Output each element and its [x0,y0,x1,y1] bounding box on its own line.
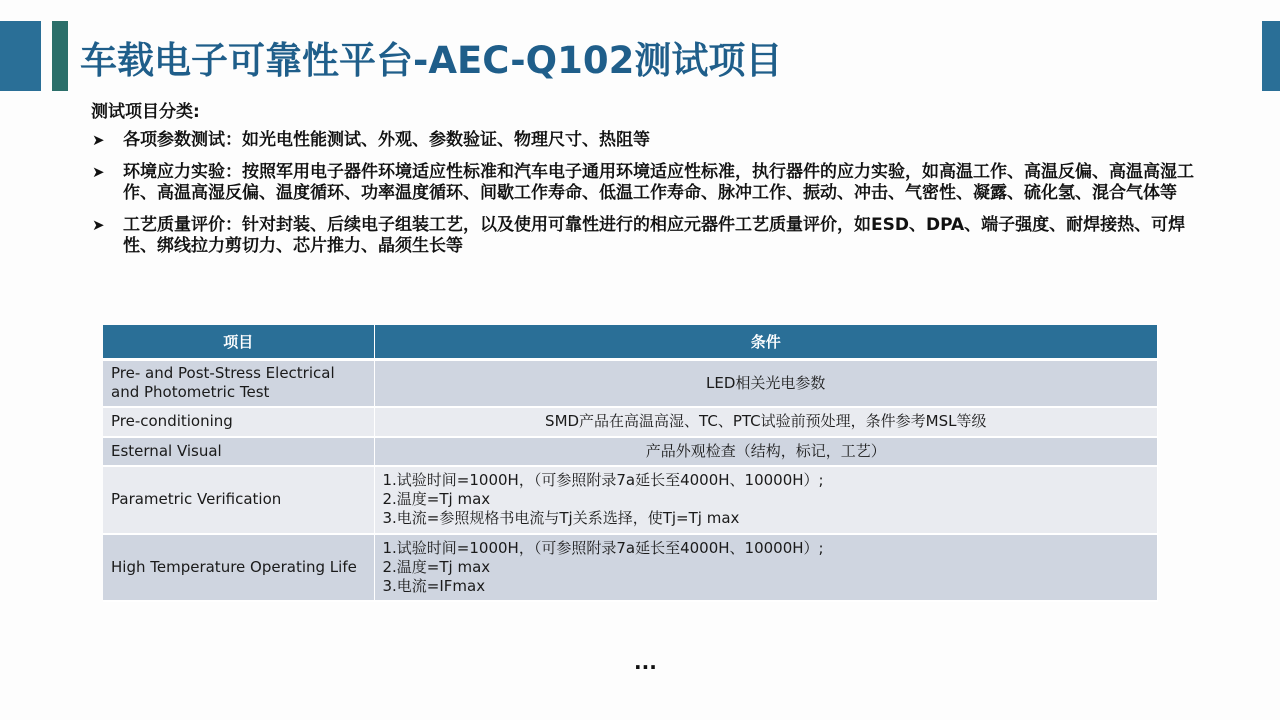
list-item [92,215,1202,257]
category-list [92,130,1202,268]
category-heading: 测试项目分类: [91,102,200,122]
condition-line: SMD产品在高温高湿、TC、PTC试验前预处理，条件参考MSL等级 [545,412,987,430]
list-item-text: 各项参数测试：如光电性能测试、外观、参数验证、物理尺寸、热阻等 [123,130,650,150]
arrow-bullet-icon: ➤ [92,216,105,234]
table-row [103,360,1158,407]
continuation-ellipsis: ... [634,650,657,674]
item-cell: Pre-conditioning [103,407,374,437]
right-accent-bar [1262,21,1280,91]
condition-line: 2.温度=Tj max [382,557,491,576]
table-header-row [103,325,1158,360]
conditions-cell [374,534,1158,601]
list-item-text: 工艺质量评价：针对封装、后续电子组装工艺，以及使用可靠性进行的相应元器件工艺质量评价，如ESD、DPA、端子强度、耐焊接热、可焊性、绑线拉力剪切力、芯片推力、晶须生长等 [123,215,1186,256]
table-row [103,534,1158,601]
condition-line: 1.试验时间=1000H，（可参照附录7a延长至4000H、10000H）; [382,538,824,557]
table-row [103,466,1158,534]
test-items-table [103,325,1158,602]
column-header-item: 项目 [103,325,374,360]
table-row [103,407,1158,437]
condition-line: 2.温度=Tj max [382,490,491,508]
arrow-bullet-icon: ➤ [92,131,105,149]
left-accent-stripe [52,21,68,91]
condition-line: LED相关光电参数 [706,373,826,392]
list-item-text: 环境应力实验：按照军用电子器件环境适应性标准和汽车电子通用环境适应性标准，执行器件的应力实验，如高温工作、高温反偏、高温高湿工作、高温高湿反偏、温度循环、功率温度循环、间歇工作寿命、低温工作寿命、脉冲工作、振动、冲击、气密性、凝露、硫化氢、混合气体等 [123,162,1194,203]
page-title: 车载电子可靠性平台-AEC-Q102测试项目 [80,39,783,82]
item-cell: Parametric Verification [103,466,374,534]
condition-line: 1.试验时间=1000H，（可参照附录7a延长至4000H、10000H）; [382,471,824,489]
condition-line: 3.电流=参照规格书电流与Tj关系选择，使Tj=Tj max [382,509,740,527]
condition-line: 3.电流=IFmax [382,576,486,595]
conditions-cell [374,360,1158,407]
item-cell: High Temperature Operating Life [103,534,374,601]
arrow-bullet-icon: ➤ [92,163,105,181]
item-cell: Esternal Visual [103,437,374,466]
list-item [92,162,1202,204]
item-cell: Pre- and Post-Stress Electrical and Photometric Test [103,360,374,407]
conditions-cell [374,407,1158,437]
condition-line: 产品外观检查（结构，标记，工艺） [645,441,886,460]
table-row [103,437,1158,466]
list-item [92,130,1202,151]
column-header-conditions: 条件 [374,325,1158,360]
conditions-cell [374,466,1158,534]
left-accent-bar [0,21,41,91]
conditions-cell [374,437,1158,466]
